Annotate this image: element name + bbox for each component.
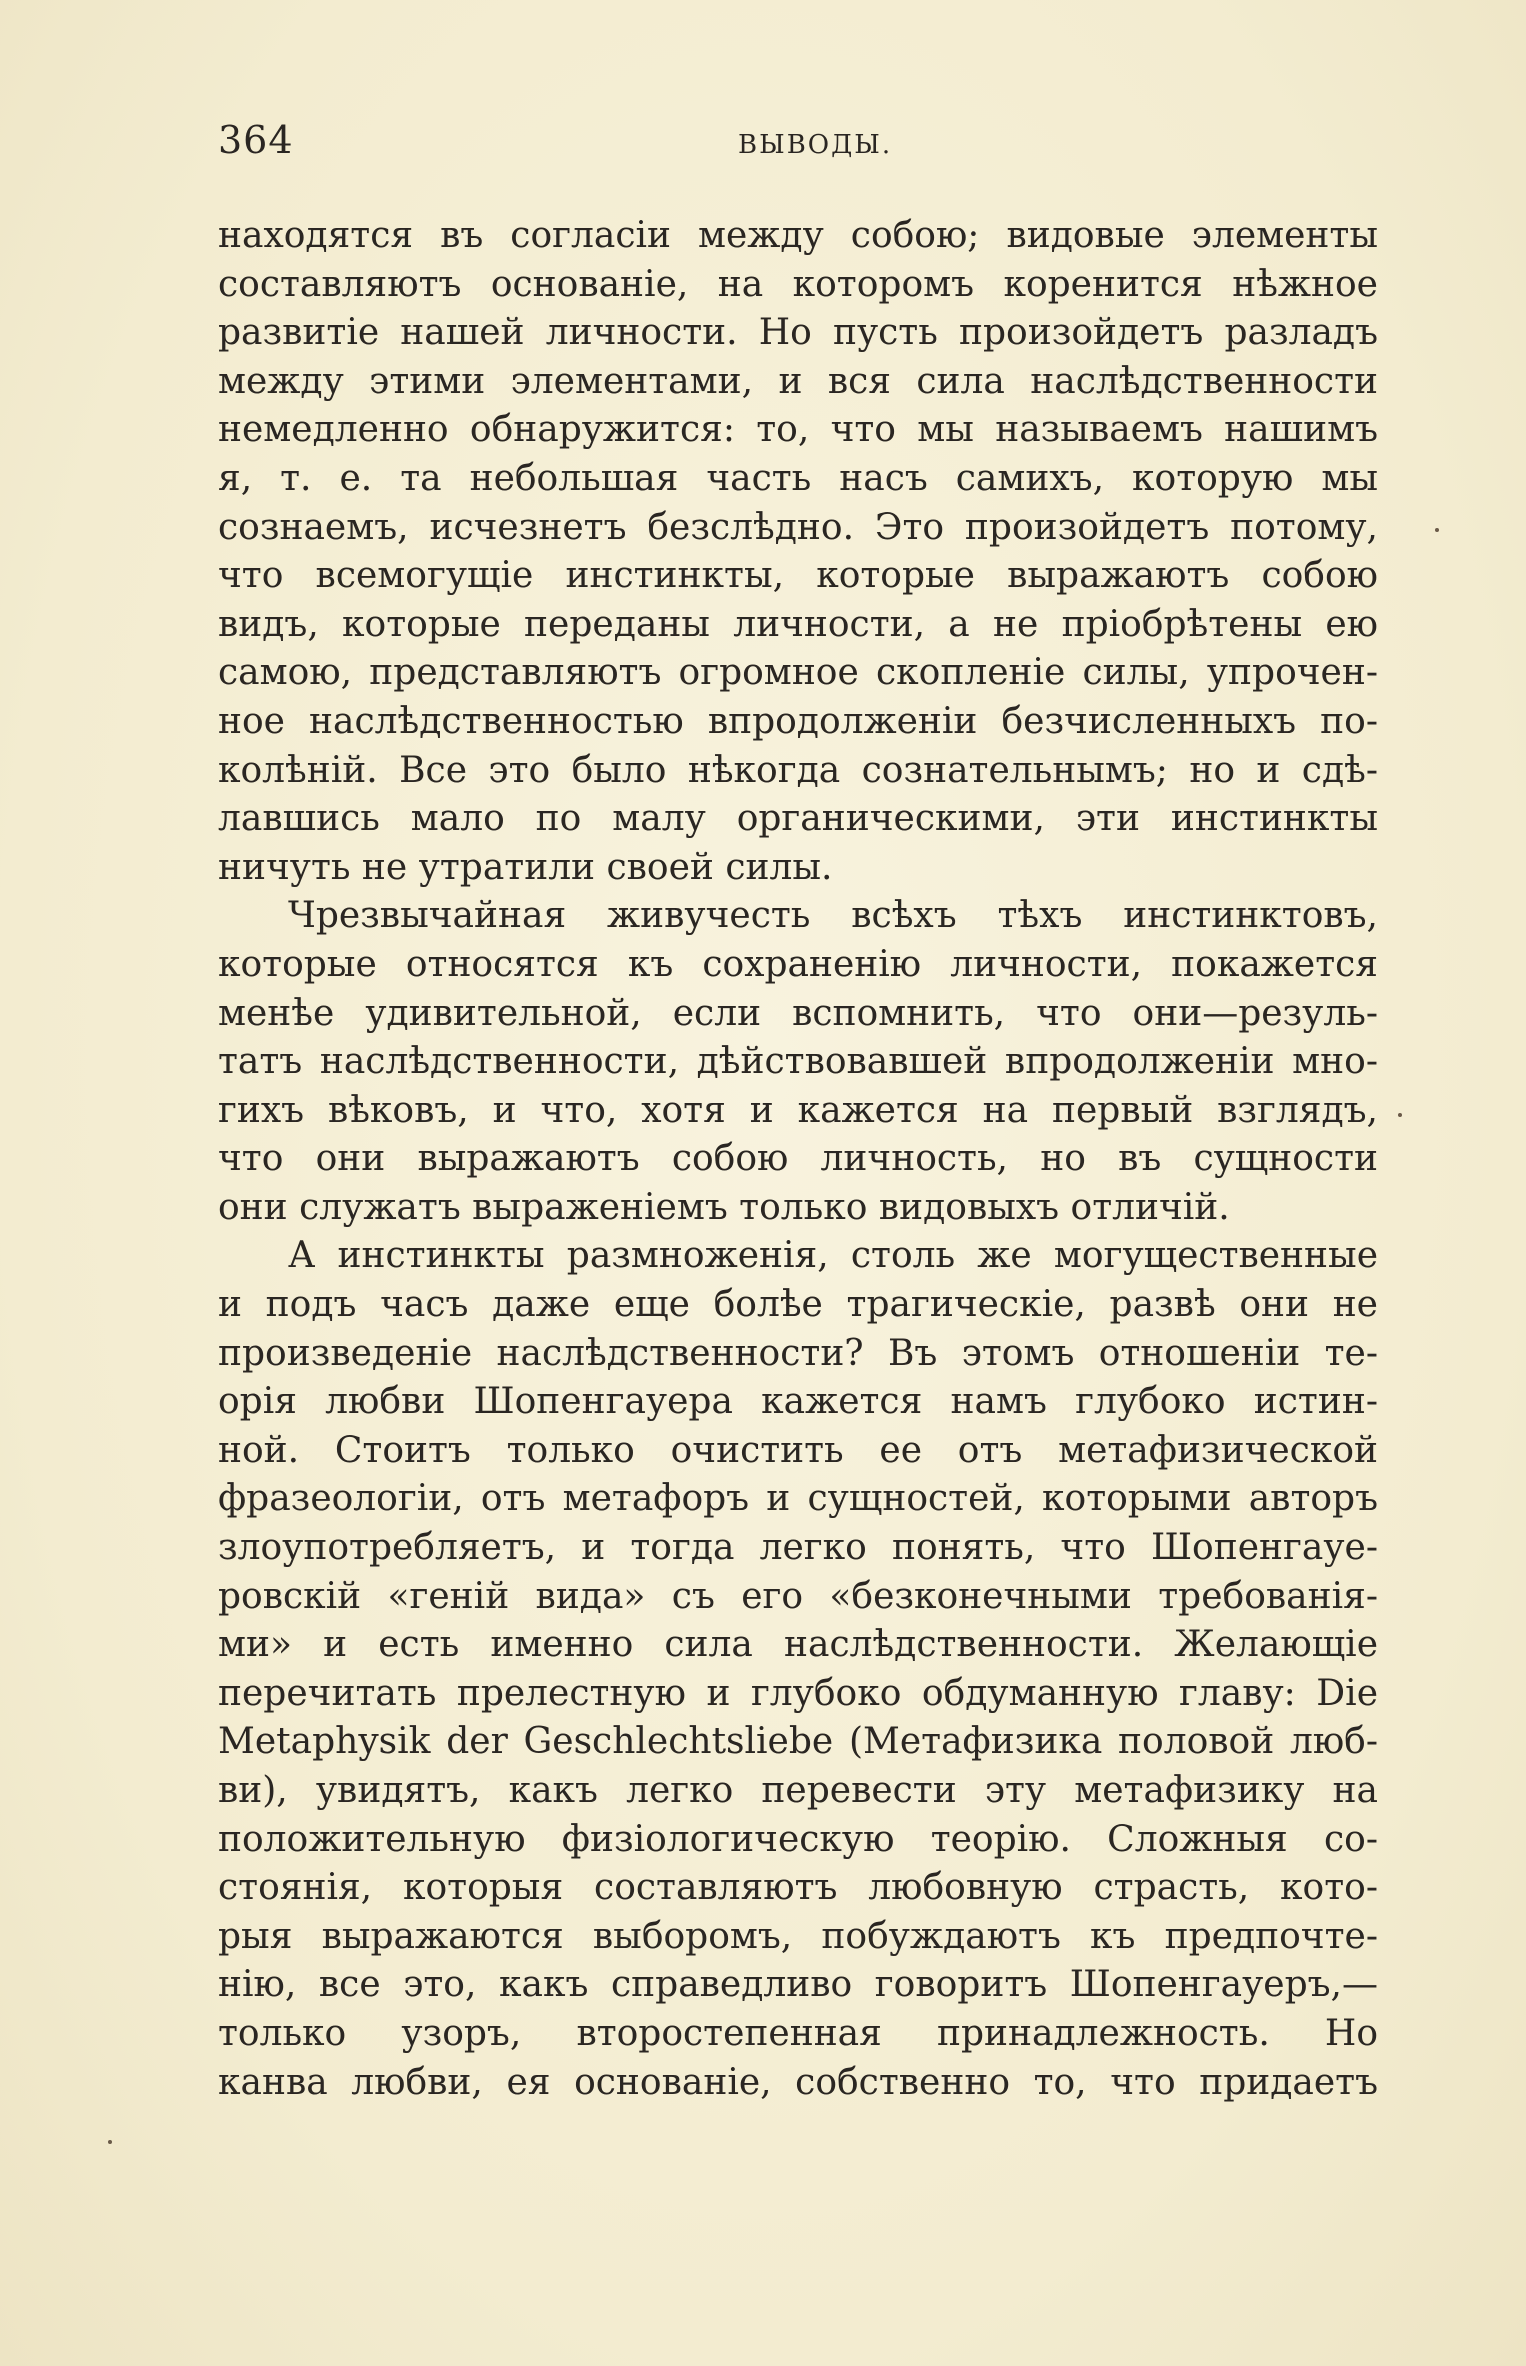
text-line: ровскій «геній вида» съ его «безконечными требованія- <box>218 1575 1378 1617</box>
text-line: стоянія, которыя составляютъ любовную страсть, кото- <box>218 1867 1378 1909</box>
text-line: немедленно обнаружится: то, что мы называемъ нашимъ <box>218 409 1378 451</box>
text-line: рыя выражаются выборомъ, побуждаютъ къ предпочте- <box>218 1915 1378 1957</box>
text-line: развитіе нашей личности. Но пусть произойдетъ разладъ <box>218 312 1378 354</box>
text-line: что они выражаютъ собою личность, но въ сущности <box>218 1138 1378 1180</box>
text-line: произведеніе наслѣдственности? Въ этомъ отношеніи те- <box>218 1332 1378 1374</box>
text-line: сознаемъ, исчезнетъ безслѣдно. Это произойдетъ потому, <box>218 506 1378 548</box>
text-line: менѣе удивительной, если вспомнить, что они—резуль- <box>218 992 1378 1034</box>
text-line: лавшись мало по малу органическими, эти инстинкты <box>218 798 1378 840</box>
text-line: видъ, которые переданы личности, а не пріобрѣтены ею <box>218 603 1378 645</box>
page-number: 364 <box>218 118 294 162</box>
text-line: что всемогущіе инстинкты, которые выражаютъ собою <box>218 555 1378 597</box>
text-line: они служатъ выраженіемъ только видовыхъ отличій. <box>218 1186 1230 1228</box>
ink-speck <box>1398 1113 1402 1117</box>
text-line: перечитать прелестную и глубоко обдуманную главу: Die <box>218 1672 1378 1714</box>
text-line: которые относятся къ сохраненію личности, покажется <box>218 943 1378 985</box>
page-header <box>218 118 1378 178</box>
text-line: и подъ часъ даже еще болѣе трагическіе, развѣ они не <box>218 1284 1378 1326</box>
text-line: самою, представляютъ огромное скопленіе силы, упрочен- <box>218 652 1378 694</box>
text-line: татъ наслѣдственности, дѣйствовавшей впродолженіи мно- <box>218 1041 1378 1083</box>
text-line: ное наслѣдственностью впродолженіи безчисленныхъ по- <box>218 700 1378 742</box>
text-line: составляютъ основаніе, на которомъ коренится нѣжное <box>218 263 1378 305</box>
text-line: я, т. е. та небольшая часть насъ самихъ, которую мы <box>218 457 1378 499</box>
text-line: злоупотребляетъ, и тогда легко понять, что Шопенгауе- <box>218 1527 1378 1569</box>
ink-speck <box>1435 528 1439 532</box>
text-line: положительную физіологическую теорію. Сложныя со- <box>218 1818 1378 1860</box>
text-line: канва любви, ея основаніе, собственно то, что придаетъ <box>218 2061 1378 2103</box>
text-line: ничуть не утратили своей силы. <box>218 846 833 888</box>
text-line: гихъ вѣковъ, и что, хотя и кажется на первый взглядъ, <box>218 1089 1378 1131</box>
text-line: ми» и есть именно сила наслѣдственности. Желающіе <box>218 1624 1378 1666</box>
text-line: находятся въ согласіи между собою; видовые элементы <box>218 215 1378 256</box>
text-line: фразеологіи, отъ метафоръ и сущностей, которыми авторъ <box>218 1478 1378 1520</box>
body-text <box>218 212 1378 2107</box>
text-line: ной. Стоитъ только очистить ее отъ метафизической <box>218 1429 1378 1471</box>
text-line: Metaphysik der Geschlechtsliebe (Метафизика половой люб- <box>218 1721 1378 1763</box>
ink-speck <box>108 2140 112 2144</box>
text-line: А инстинкты размноженія, столь же могущественные <box>288 1235 1378 1277</box>
text-line: колѣній. Все это было нѣкогда сознательнымъ; но и сдѣ- <box>218 749 1378 791</box>
text-line: ви), увидятъ, какъ легко перевести эту метафизику на <box>218 1770 1378 1811</box>
running-head: ВЫВОДЫ. <box>738 130 893 160</box>
text-line: нію, все это, какъ справедливо говоритъ Шопенгауеръ,— <box>218 1964 1378 2006</box>
text-line: между этими элементами, и вся сила наслѣдственности <box>218 360 1378 402</box>
text-line: орія любви Шопенгауера кажется намъ глубоко истин- <box>218 1381 1378 1423</box>
text-line: только узоръ, второстепенная принадлежность. Но <box>218 2012 1378 2054</box>
text-line: Чрезвычайная живучесть всѣхъ тѣхъ инстинктовъ, <box>288 895 1378 937</box>
